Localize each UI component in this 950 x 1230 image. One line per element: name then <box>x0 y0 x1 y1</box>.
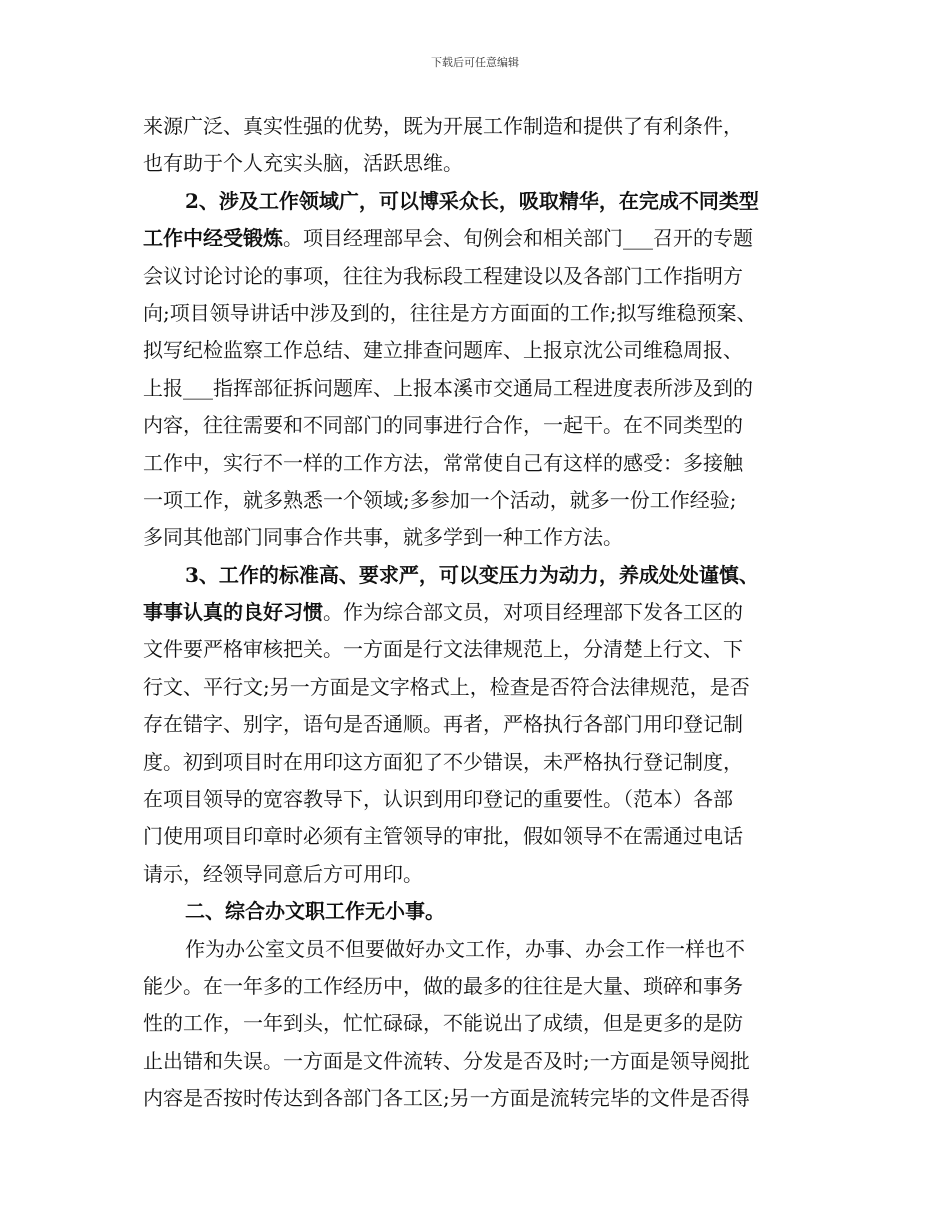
text-line <box>143 370 823 407</box>
text-line <box>143 781 823 818</box>
text-line <box>143 295 823 332</box>
text-line <box>143 893 823 930</box>
text-run: 请示，经领导同意后方可用印。 <box>143 861 423 886</box>
text-run: 工作中，实行不一样的工作方法，常常使自己有这样的感受：多接触 <box>143 450 743 475</box>
text-line <box>143 706 823 743</box>
text-run: 门使用项目印章时必须有主管领导的审批，假如领导不在需通过电话 <box>143 824 743 849</box>
text-line <box>143 557 823 594</box>
text-run: 。项目经理部早会、旬例会和相关部门___召开的专题 <box>283 226 753 251</box>
bold-text-run: 事事认真的良好习惯 <box>143 600 323 625</box>
bold-text-run: 2、涉及工作领域广，可以博采众长，吸取精华，在完成不同类型 <box>185 188 759 213</box>
text-line <box>143 968 823 1005</box>
text-line <box>143 482 823 519</box>
bold-text-run: 3、工作的标准高、要求严，可以变压力为动力，养成处处谨慎、 <box>185 562 759 587</box>
text-run: 一项工作，就多熟悉一个领域;多参加一个活动，就多一份工作经验; <box>143 487 737 512</box>
text-line <box>143 744 823 781</box>
bold-text-run: 工作中经受锻炼 <box>143 226 283 251</box>
text-run: 性的工作，一年到头，忙忙碌碌，不能说出了成绩，但是更多的是防 <box>143 1011 743 1036</box>
text-line <box>143 1005 823 1042</box>
text-line <box>143 931 823 968</box>
text-run: 来源广泛、真实性强的优势，既为开展工作制造和提供了有利条件， <box>143 114 743 138</box>
text-line <box>143 108 823 145</box>
text-line <box>143 1043 823 1080</box>
text-run: 行文、平行文;另一方面是文字格式上，检查是否符合法律规范，是否 <box>143 674 750 699</box>
text-run: 作为办公室文员不但要做好办文工作，办事、办会工作一样也不 <box>185 936 745 961</box>
text-line <box>143 407 823 444</box>
text-run: 向;项目领导讲话中涉及到的，往往是方方面面的工作;拟写维稳预案、 <box>143 300 757 325</box>
text-run: 。作为综合部文员，对项目经理部下发各工区的 <box>323 600 743 625</box>
text-run: 文件要严格审核把关。一方面是行文法律规范上，分清楚上行文、下 <box>143 637 743 662</box>
text-line <box>143 258 823 295</box>
text-line <box>143 332 823 369</box>
text-run: 内容，往往需要和不同部门的同事进行合作，一起干。在不同类型的 <box>143 413 743 438</box>
text-line <box>143 145 823 182</box>
text-line <box>143 818 823 855</box>
text-line <box>143 594 823 631</box>
document-body <box>143 108 823 1118</box>
text-line <box>143 856 823 893</box>
text-run: 能少。在一年多的工作经历中，做的最多的往往是大量、琐碎和事务 <box>143 973 743 998</box>
page-header: 下载后可任意编辑 <box>431 56 519 69</box>
text-run: 会议讨论讨论的事项，往往为我标段工程建设以及各部门工作指明方 <box>143 263 743 288</box>
text-line <box>143 669 823 706</box>
text-run: 止出错和失误。一方面是文件流转、分发是否及时;一方面是领导阅批 <box>143 1048 750 1073</box>
text-line <box>143 631 823 668</box>
text-run: 在项目领导的宽容教导下，认识到用印登记的重要性。（范本）各部 <box>143 787 733 812</box>
text-line <box>143 220 823 257</box>
text-run: 也有助于个人充实头脑，活跃思维。 <box>143 151 463 176</box>
text-line <box>143 519 823 556</box>
text-line <box>143 1080 823 1117</box>
text-run: 度。初到项目时在用印这方面犯了不少错误，未严格执行登记制度， <box>143 749 743 774</box>
text-run: 拟写纪检监察工作总结、建立排查问题库、上报京沈公司维稳周报、 <box>143 338 743 363</box>
bold-text-run: 二、综合办文职工作无小事。 <box>185 899 445 924</box>
text-run: 存在错字、别字，语句是否通顺。再者，严格执行各部门用印登记制 <box>143 712 743 737</box>
text-run: 多同其他部门同事合作共事，就多学到一种工作方法。 <box>143 525 623 550</box>
text-line <box>143 183 823 220</box>
text-run: 内容是否按时传达到各部门各工区;另一方面是流转完毕的文件是否得 <box>143 1086 750 1111</box>
text-line <box>143 445 823 482</box>
text-run: 上报___指挥部征拆问题库、上报本溪市交通局工程进度表所涉及到的 <box>143 375 753 400</box>
